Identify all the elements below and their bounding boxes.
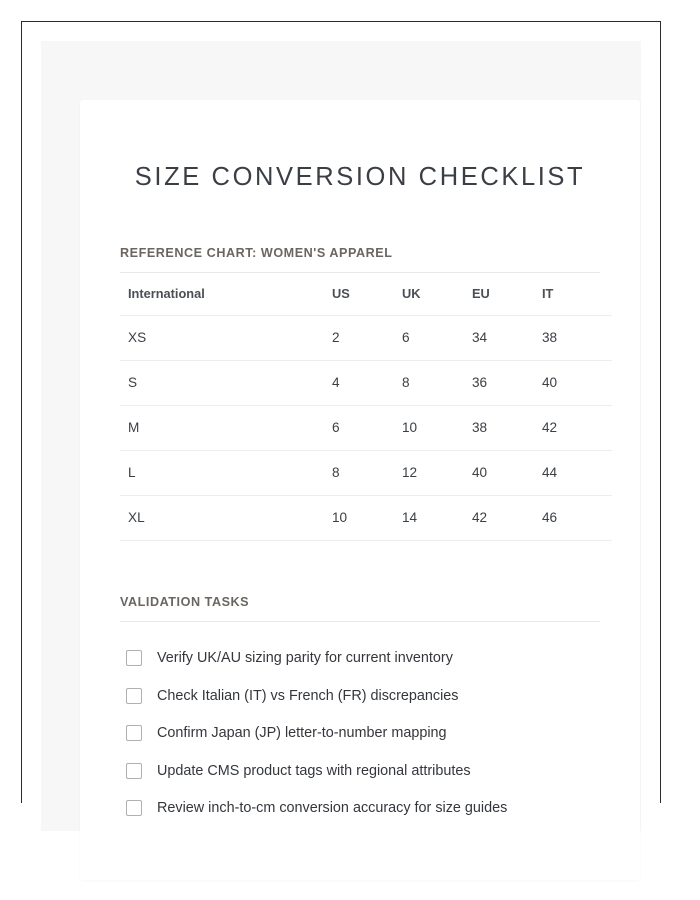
cell-eu: 40 bbox=[472, 450, 542, 495]
checkbox-icon[interactable] bbox=[126, 688, 142, 704]
task-label: Confirm Japan (JP) letter-to-number mapping bbox=[157, 725, 447, 742]
cell-international: M bbox=[120, 405, 332, 450]
cell-us: 8 bbox=[332, 450, 402, 495]
task-label: Verify UK/AU sizing parity for current inventory bbox=[157, 650, 453, 667]
cell-uk: 12 bbox=[402, 450, 472, 495]
page-backdrop bbox=[41, 41, 641, 831]
table-row bbox=[120, 495, 612, 540]
task-item[interactable] bbox=[120, 790, 600, 828]
size-conversion-table bbox=[120, 273, 612, 541]
table-row bbox=[120, 405, 612, 450]
cell-uk: 10 bbox=[402, 405, 472, 450]
checkbox-icon[interactable] bbox=[126, 650, 142, 666]
table-header-row bbox=[120, 273, 612, 315]
table-row bbox=[120, 360, 612, 405]
cell-it: 46 bbox=[542, 495, 612, 540]
document-frame bbox=[21, 21, 661, 817]
validation-tasks-heading: VALIDATION TASKS bbox=[120, 594, 250, 609]
table-body bbox=[120, 315, 612, 540]
cell-international: L bbox=[120, 450, 332, 495]
cell-international: S bbox=[120, 360, 332, 405]
cell-it: 42 bbox=[542, 405, 612, 450]
cell-eu: 42 bbox=[472, 495, 542, 540]
page-title: SIZE CONVERSION CHECKLIST bbox=[134, 163, 586, 191]
cell-eu: 34 bbox=[472, 315, 542, 360]
task-item[interactable] bbox=[120, 752, 600, 790]
cell-us: 6 bbox=[332, 405, 402, 450]
reference-chart-heading: REFERENCE CHART: WOMEN'S APPAREL bbox=[120, 246, 393, 260]
column-header-international: International bbox=[120, 273, 332, 315]
cell-uk: 14 bbox=[402, 495, 472, 540]
column-header-uk: UK bbox=[402, 273, 472, 315]
cell-it: 44 bbox=[542, 450, 612, 495]
validation-task-list bbox=[120, 640, 600, 828]
cell-international: XL bbox=[120, 495, 332, 540]
table-header bbox=[120, 273, 612, 315]
validation-tasks-divider bbox=[120, 621, 600, 622]
table-row bbox=[120, 450, 612, 495]
table-row bbox=[120, 315, 612, 360]
cell-it: 40 bbox=[542, 360, 612, 405]
task-label: Update CMS product tags with regional attributes bbox=[157, 762, 471, 779]
column-header-it: IT bbox=[542, 273, 612, 315]
cell-us: 4 bbox=[332, 360, 402, 405]
task-label: Review inch-to-cm conversion accuracy for size guides bbox=[157, 800, 508, 817]
task-item[interactable] bbox=[120, 677, 600, 715]
column-header-eu: EU bbox=[472, 273, 542, 315]
checkbox-icon[interactable] bbox=[126, 800, 142, 816]
cell-eu: 36 bbox=[472, 360, 542, 405]
task-item[interactable] bbox=[120, 640, 600, 678]
cell-us: 10 bbox=[332, 495, 402, 540]
cell-uk: 8 bbox=[402, 360, 472, 405]
cell-uk: 6 bbox=[402, 315, 472, 360]
cell-us: 2 bbox=[332, 315, 402, 360]
checkbox-icon[interactable] bbox=[126, 763, 142, 779]
task-label: Check Italian (IT) vs French (FR) discrepancies bbox=[157, 687, 459, 704]
cell-it: 38 bbox=[542, 315, 612, 360]
checkbox-icon[interactable] bbox=[126, 725, 142, 741]
cell-eu: 38 bbox=[472, 405, 542, 450]
task-item[interactable] bbox=[120, 715, 600, 753]
column-header-us: US bbox=[332, 273, 402, 315]
cell-international: XS bbox=[120, 315, 332, 360]
checklist-card bbox=[80, 100, 640, 880]
